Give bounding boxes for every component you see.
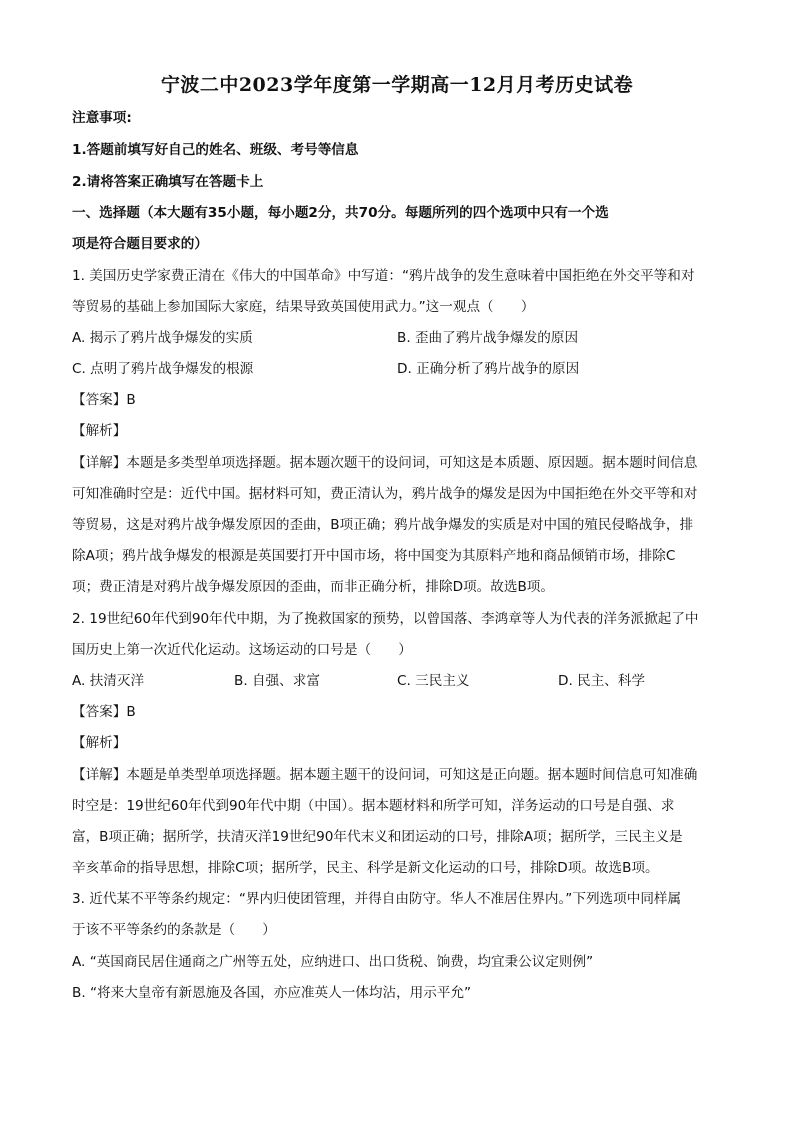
- q2-analysis-label: 【解析】: [72, 735, 127, 751]
- q2-option-d: D. 民主、科学: [558, 673, 646, 689]
- q1-option-d: D. 正确分析了鸦片战争的原因: [397, 361, 580, 377]
- notice-heading: 注意事项:: [72, 110, 132, 126]
- section-heading-line-1: 一、选择题（本大题有35小题，每小题2分，共70分。每题所列的四个选项中只有一个选: [72, 205, 609, 221]
- q1-detail-line-2: 可知准确时空是：近代中国。据材料可知，费正清认为，鸦片战争的爆发是因为中国拒绝在外交平等和对: [72, 486, 698, 502]
- section-heading-line-2: 项是符合题目要求的）: [72, 236, 208, 252]
- q1-detail-line-4: 除A项；鸦片战争爆发的根源是英国要打开中国市场，将中国变为其原料产地和商品倾销市场，排除C: [72, 548, 676, 564]
- q1-detail-line-1: 【详解】本题是多类型单项选择题。据本题次题干的设问词，可知这是本质题、原因题。据本题时间信息: [72, 455, 698, 471]
- q1-analysis-label: 【解析】: [72, 423, 127, 439]
- q1-detail-line-3: 等贸易，这是对鸦片战争爆发原因的歪曲，B项正确；鸦片战争爆发的实质是对中国的殖民侵略战争，排: [72, 517, 694, 533]
- q1-option-c: C. 点明了鸦片战争爆发的根源: [72, 361, 254, 377]
- exam-title: 宁波二中2023学年度第一学期高一12月月考历史试卷: [160, 74, 634, 96]
- q2-option-a: A. 扶清灭洋: [72, 673, 145, 689]
- q1-option-a: A. 揭示了鸦片战争爆发的实质: [72, 330, 253, 346]
- q2-stem-line-1: 2. 19世纪60年代到90年代中期，为了挽救国家的预势，以曾国落、李鸿章等人为代表的洋务派掀起了中: [72, 611, 699, 627]
- q2-answer: 【答案】B: [72, 704, 136, 720]
- notice-item-2: 2.请将答案正确填写在答题卡上: [72, 174, 264, 190]
- q1-stem-line-2: 等贸易的基础上参加国际大家庭，结果导致英国使用武力。”这一观点（ ）: [72, 299, 535, 315]
- q3-option-a: A. “英国商民居住通商之广州等五处，应纳进口、出口货税、饷费，均宜秉公议定则例”: [72, 954, 594, 970]
- notice-item-1: 1.答题前填写好自己的姓名、班级、考号等信息: [72, 142, 359, 158]
- q2-option-b: B. 自强、求富: [234, 673, 320, 689]
- q2-detail-line-1: 【详解】本题是单类型单项选择题。据本题主题干的设问词，可知这是正向题。据本题时间信息可知准确: [72, 767, 698, 783]
- q1-detail-line-5: 项；费正清是对鸦片战争爆发原因的歪曲，而非正确分析，排除D项。故选B项。: [72, 579, 554, 595]
- q3-option-b: B. “将来大皇帝有新恩施及各国，亦应准英人一体均沾，用示平允”: [72, 985, 472, 1001]
- q2-stem-line-2: 国历史上第一次近代化运动。这场运动的口号是（ ）: [72, 642, 412, 658]
- q1-answer: 【答案】B: [72, 392, 136, 408]
- q3-stem-line-1: 3. 近代某不平等条约规定：“界内归使团管理，并得自由防守。华人不准居住界内。”下列选项中同样属: [72, 891, 682, 907]
- q2-detail-line-2: 时空是：19世纪60年代到90年代中期（中国）。据本题材料和所学可知，洋务运动的口号是自强、求: [72, 798, 675, 814]
- q1-stem-line-1: 1. 美国历史学家费正清在《伟大的中国革命》中写道：“鸦片战争的发生意味着中国拒绝在外交平等和对: [72, 268, 695, 284]
- q2-detail-line-4: 辛亥革命的指导思想，排除C项；据所学，民主、科学是新文化运动的口号，排除D项。故选B项。: [72, 860, 659, 876]
- q3-stem-line-2: 于该不平等条约的条款是（ ）: [72, 922, 276, 938]
- q1-option-b: B. 歪曲了鸦片战争爆发的原因: [397, 330, 579, 346]
- q2-option-c: C. 三民主义: [397, 673, 470, 689]
- q2-detail-line-3: 富，B项正确；据所学，扶清灭洋19世纪90年代末义和团运动的口号，排除A项；据所学，三民主义是: [72, 829, 683, 845]
